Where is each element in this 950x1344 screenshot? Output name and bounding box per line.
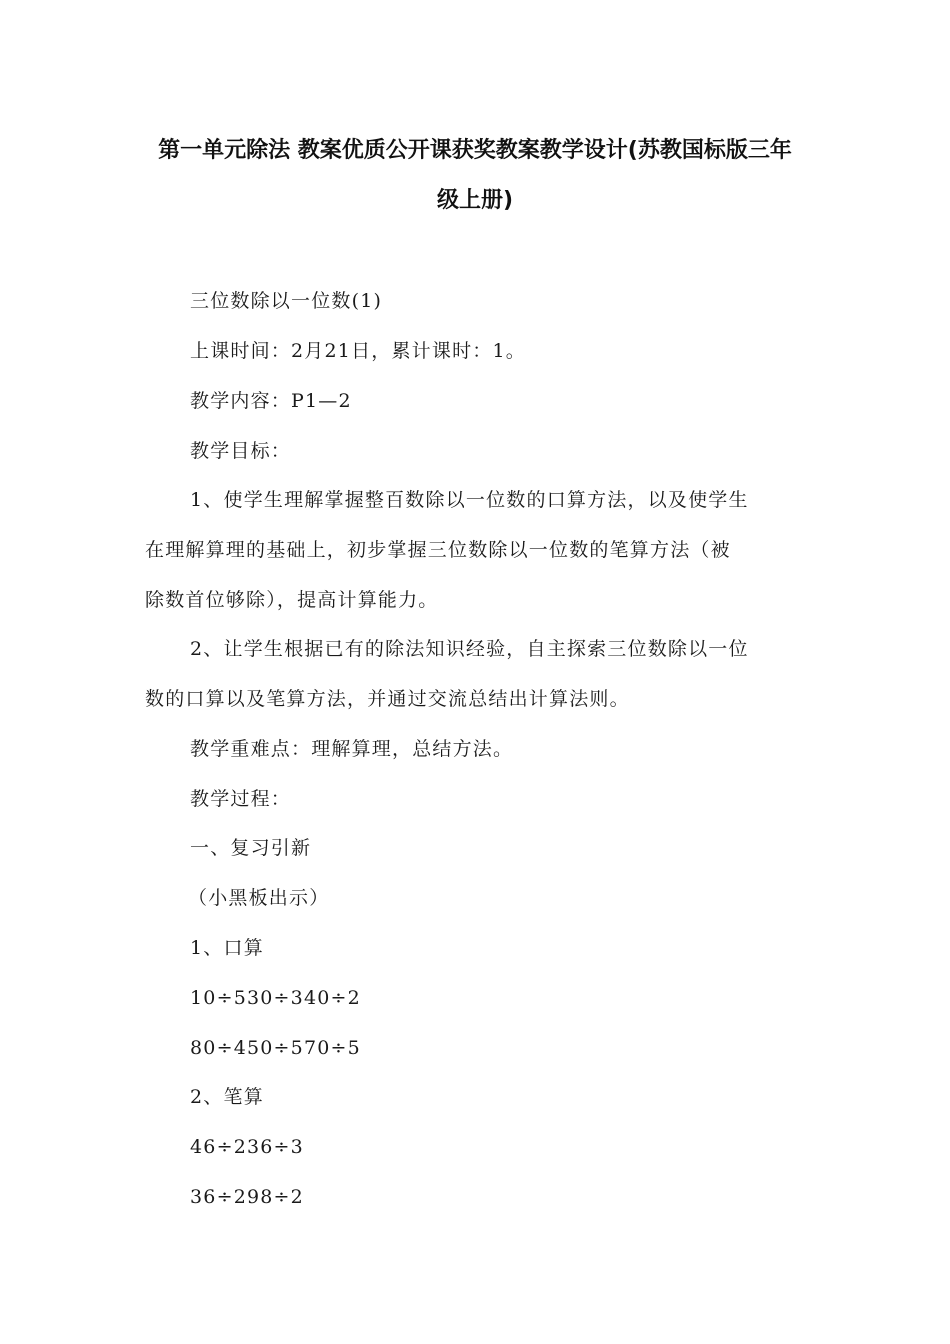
written-calc-row-1: 46÷236÷3 <box>190 1136 304 1158</box>
class-time-line: 上课时间：2月21日，累计课时：1。 <box>190 340 526 362</box>
key-points-line: 教学重难点：理解算理，总结方法。 <box>190 738 514 760</box>
document-title-line-2: 级上册) <box>436 188 514 213</box>
written-calc-heading: 2、笔算 <box>190 1086 264 1108</box>
lesson-heading: 三位数除以一位数(1) <box>190 290 383 312</box>
blackboard-note: （小黑板出示） <box>188 887 330 909</box>
goal-1-line-2: 在理解算理的基础上，初步掌握三位数除以一位数的笔算方法（被 <box>145 539 731 561</box>
teaching-process-heading: 教学过程： <box>190 788 292 810</box>
document-title-line-1: 第一单元除法 教案优质公开课获奖教案教学设计(苏教国标版三年 <box>158 138 792 163</box>
mental-math-row-1: 10÷530÷340÷2 <box>190 987 361 1009</box>
goal-2-line-1: 2、让学生根据已有的除法知识经验，自主探索三位数除以一位 <box>190 638 749 660</box>
teaching-goals-heading: 教学目标： <box>190 440 292 462</box>
goal-1-line-3: 除数首位够除），提高计算能力。 <box>145 589 439 611</box>
goal-1-line-1: 1、使学生理解掌握整百数除以一位数的口算方法，以及使学生 <box>190 489 749 511</box>
written-calc-row-2: 36÷298÷2 <box>190 1186 304 1208</box>
mental-math-row-2: 80÷450÷570÷5 <box>190 1037 361 1059</box>
teaching-content-line: 教学内容：P1—2 <box>190 390 352 412</box>
section-review-heading: 一、复习引新 <box>190 837 312 859</box>
goal-2-line-2: 数的口算以及笔算方法，并通过交流总结出计算法则。 <box>145 688 630 710</box>
mental-math-heading: 1、口算 <box>190 937 264 959</box>
